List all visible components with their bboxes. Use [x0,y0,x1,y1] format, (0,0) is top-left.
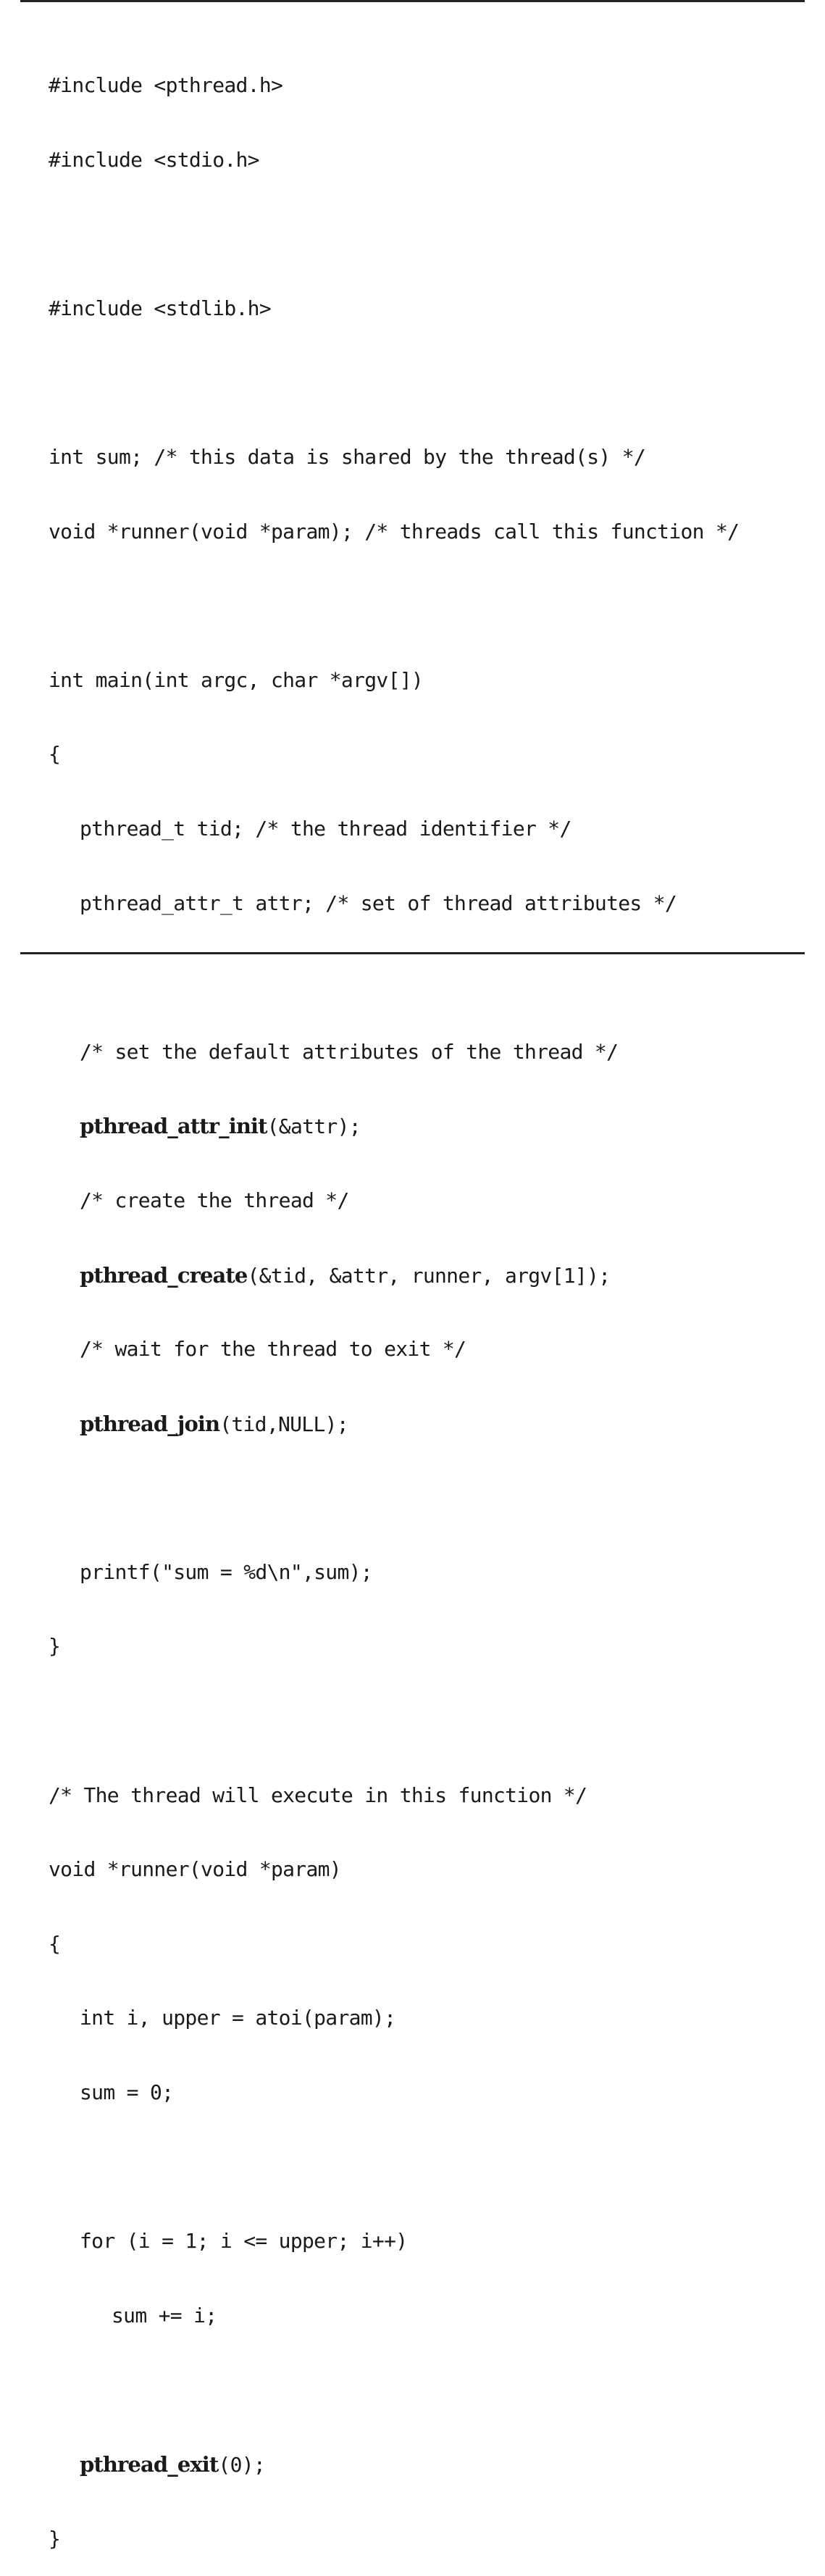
code-line: for (i = 1; i <= upper; i++) [80,2229,408,2254]
blank-line [49,593,739,620]
function-name: pthread_exit [80,2452,219,2477]
code-line: { [49,1931,61,1956]
code-line: /* create the thread */ [80,1188,349,1212]
blank-line [49,1485,739,1512]
function-name: pthread_join [80,1411,220,1436]
bottom-rule [20,952,805,954]
code-line: sum = 0; [80,2080,174,2105]
blank-line [49,1708,739,1735]
code-line: #include <stdlib.h> [49,296,271,320]
code-line: #include <pthread.h> [49,73,283,97]
code-fragment: (&tid, &attr, runner, argv[1]); [247,1263,611,1288]
code-line: #include <stdio.h> [49,147,259,172]
code-line [49,1262,739,1289]
code-line: /* set the default attributes of the thread */ [80,1039,619,1064]
blank-line [49,2154,739,2181]
code-line: { [49,742,61,767]
code-line: /* wait for the thread to exit */ [80,1337,466,1362]
blank-line [49,2377,739,2404]
code-line: /* The thread will execute in this function */ [49,1783,587,1807]
top-rule [20,0,805,2]
code-line: int i, upper = atoi(param); [80,2006,396,2030]
code-line [49,2451,739,2478]
code-line: pthread_t tid; /* the thread identifier */ [80,816,571,841]
code-line [49,1411,739,1438]
function-name: pthread_create [80,1262,248,1288]
code-line: } [49,1634,61,1659]
code-fragment: (0); [218,2453,266,2477]
code-line [49,1113,739,1140]
blank-line [49,221,739,248]
code-line: void *runner(void *param) [49,1857,341,1882]
code-line: pthread_attr_t attr; /* set of thread attributes */ [80,891,677,915]
code-fragment: (&attr); [267,1114,361,1139]
blank-line [49,370,739,396]
code-fragment: (tid,NULL); [219,1412,348,1436]
code-line: int sum; /* this data is shared by the thread(s) */ [49,444,646,469]
code-line: void *runner(void *param); /* threads call this function */ [49,519,740,543]
code-line: printf("sum = %d\n",sum); [80,1559,372,1584]
code-line: sum += i; [112,2303,217,2327]
code-line: int main(int argc, char *argv[]) [49,667,424,692]
blank-line [49,964,739,991]
code-listing [49,25,739,2576]
function-name: pthread_attr_init [80,1114,267,1139]
code-line: } [49,2526,61,2551]
